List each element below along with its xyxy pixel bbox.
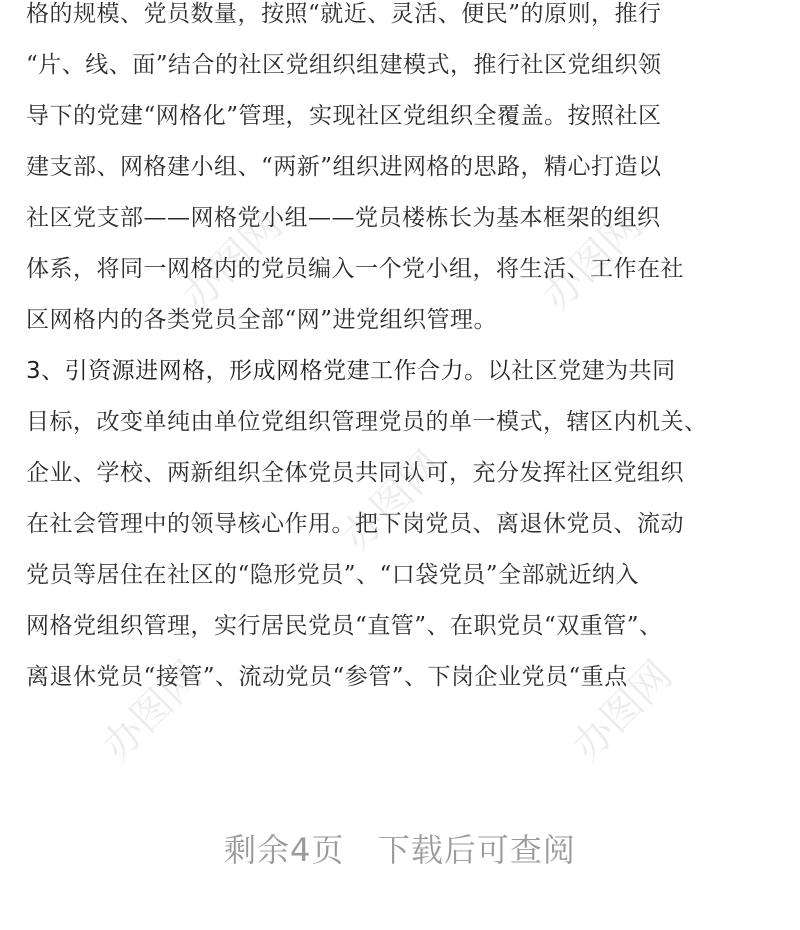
text-line: 建支部、网格建小组、“两新”组织进网格的思路，精心打造以 [26, 154, 662, 180]
text-line: “片、线、面”结合的社区党组织组建模式，推行社区党组织领 [26, 52, 662, 78]
watermark: 办图网 [173, 202, 292, 320]
text-line: 企业、学校、两新组织全体党员共同认可，充分发挥社区党组织 [26, 460, 684, 486]
text-line: 格的规模、党员数量，按照“就近、灵活、便民”的原则，推行 [26, 1, 662, 27]
text-line: 区网格内的各类党员全部“网”进党组织管理。 [26, 307, 498, 333]
text-line: 体系，将同一网格内的党员编入一个党小组，将生活、工作在社 [26, 256, 684, 282]
section-heading: 3、引资源进网格，形成网格党建工作合力。 [26, 358, 488, 384]
text-line: 社区党支部——网格党小组——党员楼栋长为基本框架的组织 [26, 205, 661, 231]
watermark: 办图网 [563, 652, 682, 770]
remaining-pages-download-prompt[interactable]: 剩余4页 下载后可查阅 [224, 831, 576, 869]
text-line: 网格党组织管理，实行居民党员“直管”、在职党员“双重管”、 [26, 613, 663, 639]
document-body [26, 0, 778, 703]
heading-line-rest: 以社区党建为共同 [487, 358, 676, 384]
watermark: 办图网 [533, 202, 652, 320]
section-heading-line [26, 346, 778, 397]
text-line: 在社会管理中的领导核心作用。把下岗党员、离退休党员、流动 [26, 511, 684, 537]
text-line: 目标，改变单纯由单位党组织管理党员的单一模式，辖区内机关、 [26, 409, 708, 435]
text-line: 党员等居住在社区的“隐形党员”、“口袋党员”全部就近纳入 [26, 562, 640, 588]
text-line: 离退休党员“接管”、流动党员“参管”、下岗企业党员“重点 [26, 664, 628, 690]
watermark: 办图网 [333, 442, 452, 560]
text-line: 导下的党建“网格化”管理，实现社区党组织全覆盖。按照社区 [26, 103, 662, 129]
watermark: 办图网 [93, 652, 212, 770]
